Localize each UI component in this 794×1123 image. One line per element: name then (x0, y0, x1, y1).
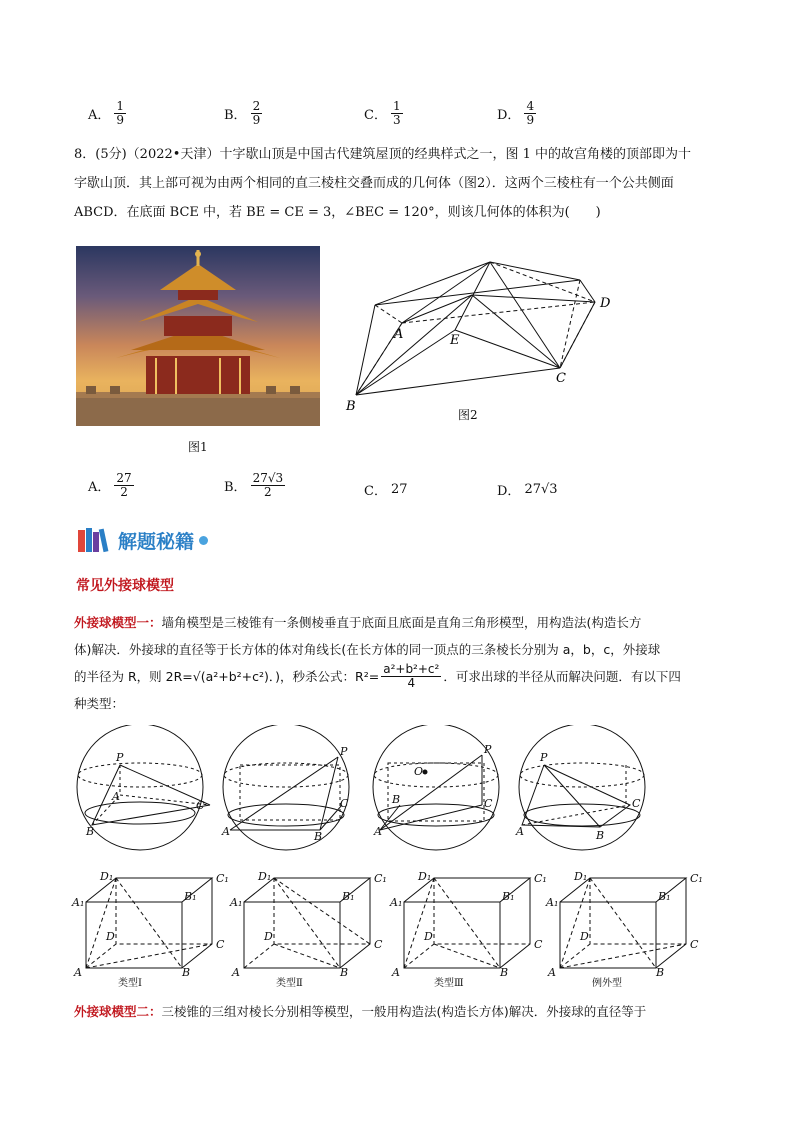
svg-text:D₁: D₁ (418, 870, 432, 883)
svg-text:A: A (374, 825, 382, 838)
point-d-label: D (600, 296, 611, 311)
figure-2-diagram (340, 250, 630, 425)
svg-text:B: B (500, 966, 509, 979)
fraction: $\frac{27}{2}$ (116, 471, 132, 499)
svg-text:D: D (106, 930, 115, 943)
svg-text:C: C (374, 938, 383, 951)
dot-icon (199, 536, 208, 545)
svg-text:P: P (116, 751, 124, 764)
q8-option-b: B． $\frac{27√3}{2}$ (224, 471, 284, 499)
section-heading: 常见外接球模型 (76, 578, 174, 594)
svg-text:C: C (534, 938, 543, 951)
type-3-label: 类型Ⅲ (434, 978, 464, 989)
svg-text:D₁: D₁ (574, 870, 588, 883)
point-a-label: A (394, 327, 404, 342)
q8-option-a: A． $\frac{27}{2}$ (88, 471, 132, 499)
svg-text:A: A (392, 966, 400, 979)
svg-text:A₁: A₁ (72, 896, 85, 909)
svg-text:P: P (540, 751, 548, 764)
svg-text:A: A (74, 966, 82, 979)
q7-option-d: D． $\frac{4}{9}$ (497, 99, 535, 127)
section-brand-title: 解题秘籍 (118, 530, 195, 553)
svg-text:A₁: A₁ (230, 896, 243, 909)
fraction: $\frac{4}{9}$ (526, 99, 535, 127)
svg-text:A: A (232, 966, 240, 979)
svg-text:C₁: C₁ (690, 872, 703, 885)
svg-text:A: A (112, 790, 120, 803)
q8-option-d: D． 27√3 (497, 482, 558, 499)
fraction: $\frac{27√3}{2}$ (252, 471, 284, 499)
point-b-label: B (346, 399, 356, 414)
svg-text:B: B (340, 966, 349, 979)
svg-text:D₁: D₁ (100, 870, 114, 883)
fraction: $\frac{2}{9}$ (252, 99, 261, 127)
svg-text:A₁: A₁ (546, 896, 559, 909)
sphere-models-figure (70, 725, 724, 855)
svg-text:P: P (484, 743, 492, 756)
svg-text:B₁: B₁ (184, 890, 197, 903)
svg-text:C: C (340, 797, 349, 810)
svg-text:B: B (656, 966, 665, 979)
svg-text:A: A (516, 825, 524, 838)
svg-text:B: B (314, 830, 323, 843)
svg-text:C₁: C₁ (374, 872, 387, 885)
svg-text:A: A (222, 825, 230, 838)
svg-text:C₁: C₁ (534, 872, 547, 885)
point-c-label: C (556, 371, 566, 386)
q8-stem: 8．(5分)（2022•天津）十字歇山顶是中国古代建筑屋顶的经典样式之一，图 1 中的故宫角楼的顶部即为十 字歇山顶．其上部可视为由两个相同的直三棱柱交叠而成的几何体（图2）．这两个三棱柱有一个公共侧面 ABCD．在底面 BCE 中，若 BE = CE = 3，∠BEC = 120°，则该几何体的体积为( ) (74, 147, 691, 220)
svg-text:B₁: B₁ (342, 890, 355, 903)
q7-option-c: C． $\frac{1}{3}$ (364, 99, 401, 127)
svg-text:C: C (632, 797, 641, 810)
type-2-label: 类型Ⅱ (276, 978, 303, 989)
section-banner (76, 526, 208, 554)
svg-text:C: C (690, 938, 699, 951)
svg-text:D: D (424, 930, 433, 943)
q8-option-c: C． 27 (364, 482, 408, 499)
svg-text:O: O (414, 765, 424, 778)
svg-text:B₁: B₁ (658, 890, 671, 903)
q7-option-a: A． $\frac{1}{9}$ (88, 99, 125, 127)
type-exception-label: 例外型 (592, 978, 622, 989)
figure-2-caption: 图2 (458, 408, 478, 422)
svg-text:P: P (340, 745, 348, 758)
fraction: $\frac{\text{a²+b²+c²}}{4}$ (383, 662, 440, 690)
svg-text:D: D (580, 930, 589, 943)
corner-tower-photo (76, 246, 320, 426)
q7-option-b: B． $\frac{2}{9}$ (224, 99, 261, 127)
type-1-label: 类型Ⅰ (118, 978, 142, 989)
fraction: $\frac{1}{9}$ (116, 99, 125, 127)
fraction: $\frac{1}{3}$ (392, 99, 401, 127)
svg-text:B: B (392, 793, 401, 806)
svg-text:A: A (548, 966, 556, 979)
figure-1-caption: 图1 (188, 440, 208, 454)
svg-text:C: C (216, 938, 225, 951)
point-e-label: E (450, 333, 460, 348)
svg-text:C: C (484, 797, 493, 810)
model-1-paragraph: 外接球模型一：墙角模型是三棱锥有一条侧棱垂直于底面且底面是直角三角形模型，用构造法(构造长方 体)解决．外接球的直径等于长方体的体对角线长(在长方体的同一顶点的三条棱长分别为 a，b，c，外接球 的半径为 R，则 2R=√(a²+b²+c²)．)，秒杀公式：R²= $\frac{\text{a²+b²+c²}}{4}$ ．可求出球的半径从而解决问题．有以下四 种类型： (74, 615, 681, 711)
svg-text:D: D (264, 930, 273, 943)
svg-text:B₁: B₁ (502, 890, 515, 903)
svg-text:D₁: D₁ (258, 870, 272, 883)
svg-text:B: B (86, 825, 95, 838)
svg-text:B: B (596, 829, 605, 842)
cuboid-types-figure (70, 870, 724, 995)
svg-text:C: C (196, 799, 205, 812)
books-icon (76, 526, 116, 554)
model-2-paragraph: 外接球模型二：三棱锥的三组对棱长分别相等模型，一般用构造法(构造长方体)解决．外接球的直径等于 (74, 1004, 647, 1019)
svg-text:A₁: A₁ (390, 896, 403, 909)
svg-text:C₁: C₁ (216, 872, 229, 885)
svg-text:B: B (182, 966, 191, 979)
